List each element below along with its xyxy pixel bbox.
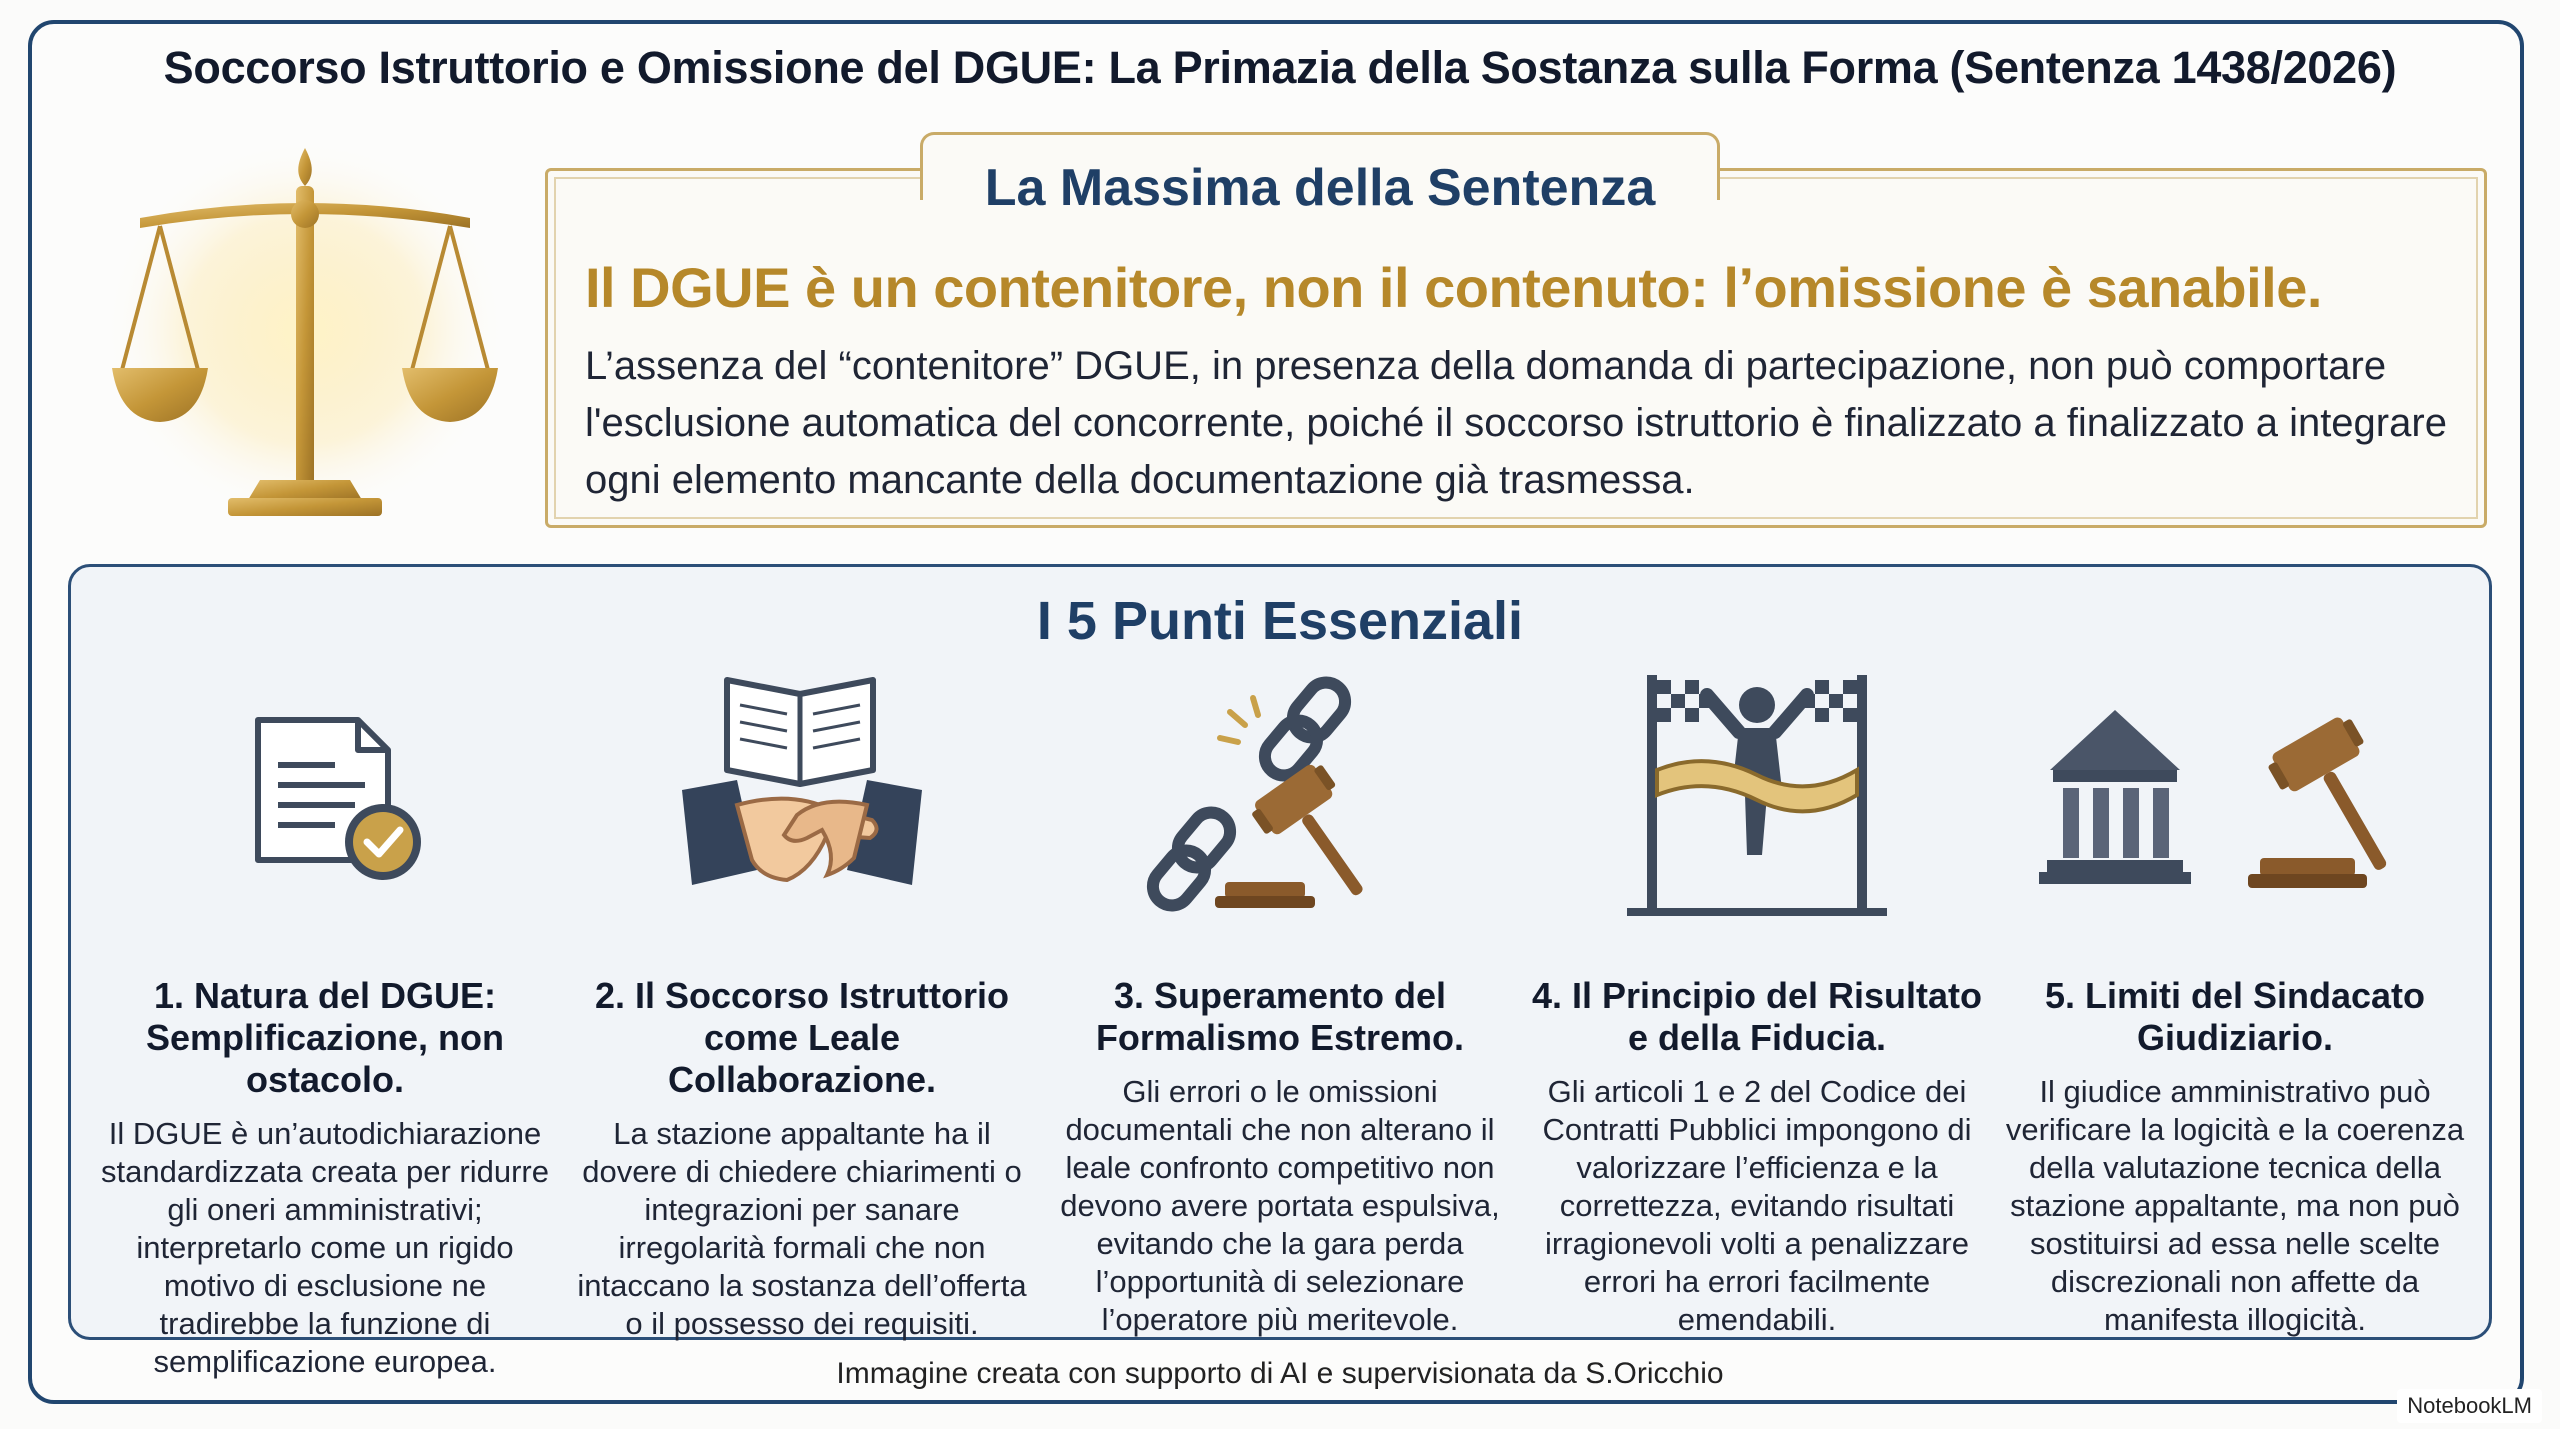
- massima-text: L’assenza del “contenitore” DGUE, in presenza della domanda di partecipazione, non può comportare l'esclusione automatica del concorrente, poiché il soccorso istruttorio è finalizzato a finalizzato a integrare ogni elemento mancante della documentazione già trasmessa.: [585, 344, 2447, 502]
- point-3: [1050, 670, 1510, 1339]
- document-check-icon: [95, 670, 555, 925]
- courthouse-gavel-icon: [2005, 670, 2465, 925]
- scales-of-justice-icon: [100, 130, 520, 530]
- massima-claim: Il DGUE è un contenitore, non il contenuto: l’omissione è sanabile.: [585, 256, 2322, 319]
- point-title: 5. Limiti del Sindacato Giudiziario.: [2044, 975, 2426, 1058]
- notebooklm-watermark: NotebookLM: [2397, 1389, 2542, 1423]
- point-title: 3. Superamento del Formalismo Estremo.: [1095, 975, 1465, 1058]
- broken-chain-gavel-icon: [1050, 670, 1510, 925]
- massima-heading: La Massima della Sentenza: [984, 159, 1656, 217]
- point-1: [95, 670, 555, 1381]
- image-credit: Immagine creata con supporto di AI e supervisionata da S.Oricchio: [836, 1357, 1724, 1390]
- point-4: [1527, 670, 1987, 1339]
- point-2: [572, 670, 1032, 1343]
- point-title: 1. Natura del DGUE: Semplificazione, non ostacolo.: [145, 975, 505, 1100]
- points-heading: I 5 Punti Essenziali: [1036, 591, 1524, 651]
- point-body: Il DGUE è un’autodichiarazione standardizzata creata per ridurre gli oneri amministrativi; interpretarlo come un rigido motivo di esclusione ne tradirebbe la funzione di semplificazione europea.: [100, 1116, 549, 1379]
- point-5: [2005, 670, 2465, 1339]
- point-body: Gli articoli 1 e 2 del Codice dei Contratti Pubblici impongono di valorizzare l’efficienza e la correttezza, evitando risultati irragionevoli volti a penalizzare errori ha errori facilmente emendabili.: [1542, 1074, 1972, 1337]
- point-body: Gli errori o le omissioni documentali che non alterano il leale confronto competitivo non devono avere portata espulsiva, evitando che la gara perda l’opportunità di selezionare l’operatore più meritevole.: [1060, 1074, 1500, 1337]
- point-title: 4. Il Principio del Risultato e della Fiducia.: [1531, 975, 1983, 1058]
- point-body: La stazione appaltante ha il dovere di chiedere chiarimenti o integrazioni per sanare irregolarità formali che non intaccano la sostanza dell’offerta o il possesso dei requisiti.: [577, 1116, 1027, 1341]
- point-title: 2. Il Soccorso Istruttorio come Leale Collaborazione.: [594, 975, 1010, 1100]
- point-body: Il giudice amministrativo può verificare la logicità e la coerenza della valutazione tecnica della stazione appaltante, ma non può sostituirsi ad essa nelle scelte discrezionali non affette da manifesta illogicità.: [2005, 1074, 2465, 1337]
- handshake-book-icon: [572, 670, 1032, 925]
- finish-line-runner-icon: [1527, 670, 1987, 925]
- page-title: Soccorso Istruttorio e Omissione del DGUE: La Primazia della Sostanza sulla Forma (Sentenza 1438/2026): [163, 42, 2397, 93]
